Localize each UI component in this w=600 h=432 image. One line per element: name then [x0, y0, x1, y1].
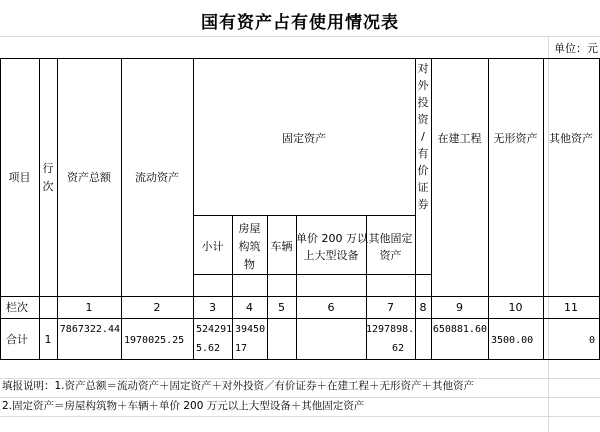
grid-line — [0, 36, 600, 37]
header-other-fixed: 资产 — [379, 249, 402, 262]
header-construction: 在建工程 — [437, 132, 482, 145]
header-large-equipment: 上大型设备 — [303, 249, 359, 262]
header-buildings: 房屋 — [238, 222, 261, 235]
table-border — [232, 215, 233, 359]
table-border — [0, 296, 600, 297]
header-investment-char: 投 — [417, 96, 429, 109]
table-border — [0, 58, 1, 359]
buildings-value: 39450 — [235, 324, 266, 335]
other-assets-value: 0 — [588, 335, 595, 346]
header-investment-char: 证 — [417, 181, 429, 194]
header-investment-char: 对 — [417, 62, 429, 75]
header-current-assets: 流动资产 — [135, 171, 179, 184]
header-item: 项目 — [8, 171, 31, 184]
fixed-subtotal-value: 524291 — [196, 324, 233, 335]
column-index: 1 — [85, 301, 93, 314]
unit-label: 单位：元 — [554, 42, 598, 55]
grid-line — [548, 36, 549, 432]
table-border — [267, 215, 268, 359]
table-border — [193, 274, 431, 275]
grid-line — [0, 397, 600, 398]
header-intangible: 无形资产 — [493, 132, 538, 145]
total-row-label: 合计 — [6, 333, 28, 346]
other-fixed-value: 62 — [391, 343, 404, 354]
buildings-value: 17 — [235, 343, 248, 354]
filling-note-1: 填报说明：1.资产总额＝流动资产＋固定资产＋对外投资／有价证券＋在建工程＋无形资产＋其他资产 — [2, 380, 475, 392]
table-border — [0, 359, 600, 360]
construction-value: 650881.60 — [432, 324, 487, 335]
column-index: 3 — [209, 301, 216, 314]
fixed-subtotal-value: 5.62 — [196, 343, 221, 354]
table-border — [193, 215, 415, 216]
column-index: 5 — [278, 301, 285, 314]
header-investment-char: 外 — [417, 79, 429, 92]
table-border — [39, 58, 40, 359]
header-investment-char: 有 — [417, 147, 429, 160]
column-index: 4 — [246, 301, 253, 314]
column-index: 7 — [387, 301, 394, 314]
grid-line — [0, 416, 600, 417]
table-border — [0, 318, 600, 319]
filling-note-2: 2.固定资产＝房屋构筑物＋车辆＋单价 200 万元以上大型设备＋其他固定资产 — [2, 400, 365, 412]
column-index-label: 栏次 — [6, 301, 28, 314]
total-row-no: 1 — [44, 333, 52, 346]
other-fixed-value: 1297898. — [366, 324, 415, 335]
column-index: 6 — [327, 301, 335, 314]
header-vehicles: 车辆 — [270, 240, 293, 253]
column-index: 8 — [419, 301, 427, 314]
header-investment-char: 资 — [417, 113, 429, 126]
header-subtotal: 小计 — [201, 240, 224, 253]
header-total-assets: 资产总额 — [67, 171, 111, 184]
header-other-assets: 其他资产 — [549, 132, 593, 145]
header-buildings: 物 — [244, 258, 255, 271]
grid-line — [0, 378, 600, 379]
header-fixed-assets: 固定资产 — [282, 132, 326, 145]
intangible-value: 3500.00 — [491, 335, 534, 346]
header-large-equipment: 单价 200 万以 — [296, 232, 368, 245]
column-index: 2 — [153, 301, 161, 314]
current-assets-value: 1970025.25 — [124, 335, 185, 346]
header-investment-char: 券 — [417, 198, 429, 211]
column-index: 10 — [508, 301, 523, 314]
header-other-fixed: 其他固定 — [368, 232, 413, 245]
header-investment-char: 价 — [417, 164, 429, 177]
table-border — [0, 58, 600, 59]
header-investment-char: / — [421, 130, 425, 143]
header-row-no: 次 — [42, 180, 54, 193]
total-assets-value: 7867322.44 — [59, 324, 120, 335]
page-title: 国有资产占有使用情况表 — [201, 13, 399, 33]
header-row-no: 行 — [42, 162, 54, 175]
header-buildings: 构筑 — [238, 240, 261, 253]
column-index: 11 — [564, 301, 578, 314]
column-index: 9 — [456, 301, 463, 314]
